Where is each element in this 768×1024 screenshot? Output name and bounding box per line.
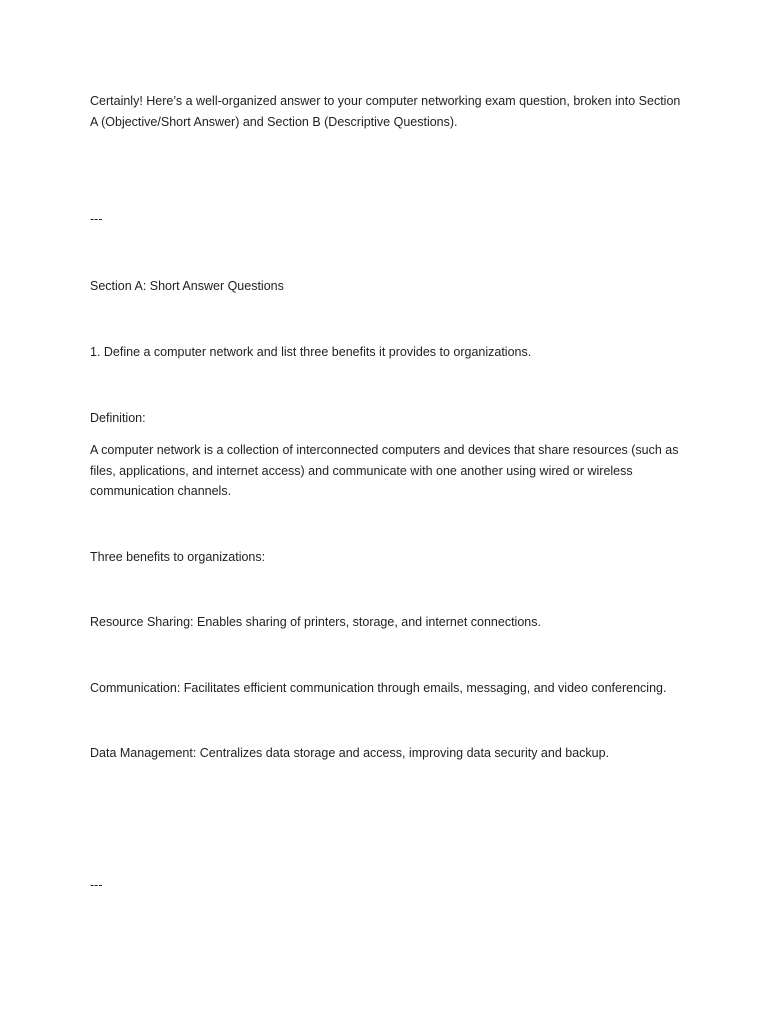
benefit-item: Resource Sharing: Enables sharing of printers, storage, and internet connections. [90,615,541,629]
intro-paragraph: Certainly! Here’s a well-organized answer to your computer networking exam question, broken into Section A (Objective/Short Answer) and Section B (Descriptive Questions). [90,94,681,129]
definition-label: Definition: [90,411,146,425]
separator: --- [90,878,103,892]
question-1: 1. Define a computer network and list three benefits it provides to organizations. [90,345,532,359]
benefit-item: Data Management: Centralizes data storage and access, improving data security and backup. [90,746,610,760]
benefit-item: Communication: Facilitates efficient communication through emails, messaging, and video conferencing. [90,681,667,695]
separator: --- [90,212,103,226]
section-a-heading: Section A: Short Answer Questions [90,279,284,293]
benefits-heading: Three benefits to organizations: [90,550,266,564]
definition-text: A computer network is a collection of interconnected computers and devices that share resources (such as files, applications, and internet access) and communicate with one another using wired or wireless communication channels. [90,443,679,498]
